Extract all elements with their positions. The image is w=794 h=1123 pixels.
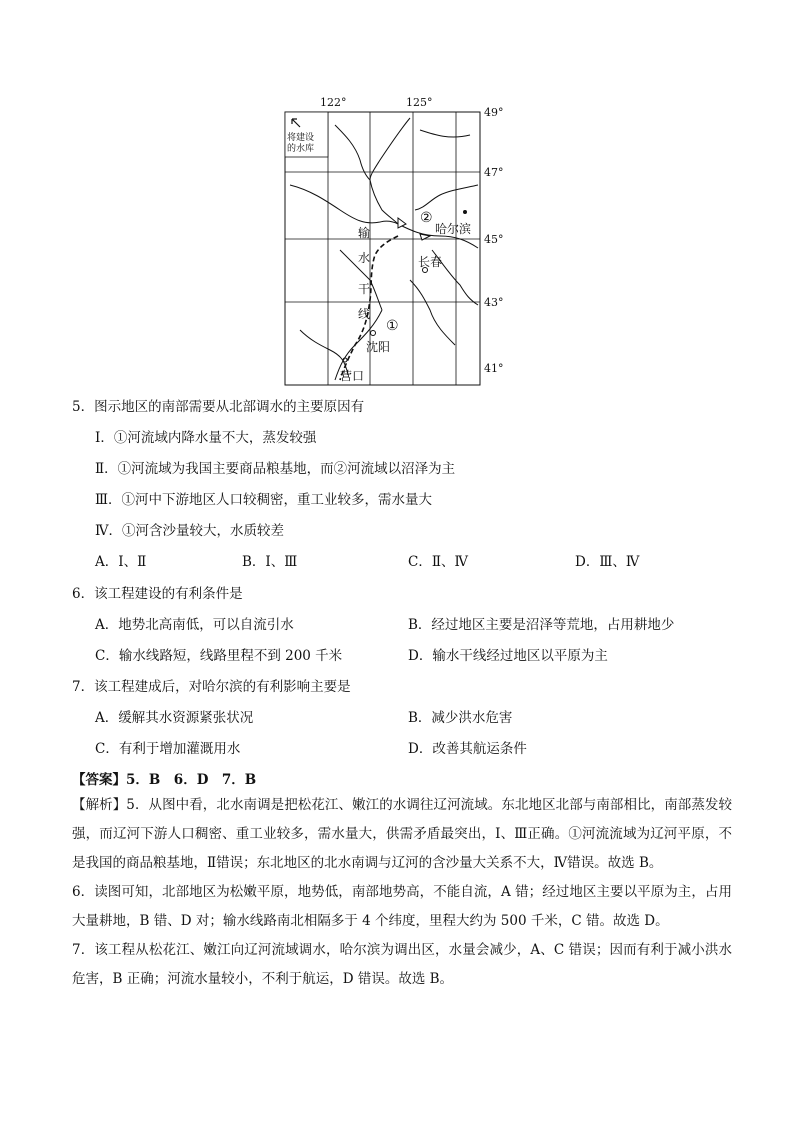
canal-char-3: 干 — [358, 282, 371, 296]
analysis-7: 7．该工程从松花江、嫩江向辽河流域调水，哈尔滨为调出区，水量会减少，A、C 错误；因而有利于减小洪水危害，B 正确；河流水量较小，不利于航运，D 错误。故选 B。 — [72, 942, 732, 987]
lat-label-43: 43° — [484, 296, 504, 309]
legend-line-2: 的水库 — [287, 144, 315, 154]
marker-1: ① — [386, 318, 399, 334]
place-harbin: 哈尔滨 — [435, 222, 472, 236]
place-shenyang: 沈阳 — [366, 340, 391, 354]
q7-option-d: D．改善其航运条件 — [408, 741, 527, 757]
q5-stem: 5．图示地区的南部需要从北部调水的主要原因有 — [72, 399, 365, 415]
lon-label-122: 122° — [320, 96, 347, 109]
lat-label-45: 45° — [484, 233, 504, 246]
canal-char-2: 水 — [358, 251, 371, 265]
map-figure — [270, 90, 530, 390]
q5-option-d: D．Ⅲ、Ⅳ — [575, 554, 640, 570]
q6-option-c: C．输水线路短，线路里程不到 200 千米 — [95, 648, 343, 664]
q5-item-4: Ⅳ．①河含沙量较大，水质较差 — [95, 523, 284, 539]
q7-stem: 7．该工程建成后，对哈尔滨的有利影响主要是 — [72, 679, 351, 695]
legend-line-1: 将建设 — [287, 133, 315, 143]
canal-char-1: 输 — [358, 226, 371, 240]
q5-option-a: A．Ⅰ、Ⅱ — [95, 554, 147, 570]
analysis-6: 6．读图可知，北部地区为松嫩平原，地势低，南部地势高，不能自流，A 错；经过地区主要以平原为主，占用大量耕地，B 错、D 对；输水线路南北相隔多于 4 个纬度，里程大约为 500 千米，C 错。故选 D。 — [72, 884, 732, 929]
reservoir-marker-north — [398, 218, 406, 228]
canal-char-4: 线 — [358, 307, 371, 321]
answer-line: 【答案】5．B 6．D 7．B — [72, 772, 257, 788]
q6-stem: 6．该工程建设的有利条件是 — [72, 586, 243, 602]
place-yingkou: 营口 — [340, 369, 365, 383]
map-svg — [270, 90, 530, 390]
q5-item-3: Ⅲ．①河中下游地区人口较稠密，重工业较多，需水量大 — [95, 492, 433, 508]
q5-item-2: Ⅱ．①河流域为我国主要商品粮基地，而②河流域以沼泽为主 — [95, 461, 456, 477]
place-changchun: 长春 — [418, 255, 443, 269]
q7-option-a: A．缓解其水资源紧张状况 — [95, 710, 254, 726]
lat-label-49: 49° — [484, 106, 504, 119]
lon-label-125: 125° — [406, 96, 433, 109]
q5-item-1: Ⅰ．①河流域内降水量不大，蒸发较强 — [95, 430, 317, 446]
marker-2: ② — [420, 210, 433, 226]
lat-label-41: 41° — [484, 362, 504, 375]
q6-option-a: A．地势北高南低，可以自流引水 — [95, 617, 294, 633]
q5-option-b: B．Ⅰ、Ⅲ — [242, 554, 298, 570]
harbin-dot — [463, 210, 467, 214]
q5-option-c: C．Ⅱ、Ⅳ — [408, 554, 468, 570]
lat-label-47: 47° — [484, 166, 504, 179]
q7-option-c: C．有利于增加灌溉用水 — [95, 741, 241, 757]
shenyang-dot — [371, 331, 376, 336]
analysis-5: 【解析】5．从图中看，北水南调是把松花江、嫩江的水调往辽河流域。东北地区北部与南部相比，南部蒸发较强，而辽河下游人口稠密、重工业较多，需水量大，供需矛盾最突出，Ⅰ、Ⅲ正确。①河流流域为辽河平原，不是我国的商品粮基地，Ⅱ错误；东北地区的北水南调与辽河的含沙量大关系不大，Ⅳ错误。故选 B。 — [72, 797, 732, 871]
q6-option-b: B．经过地区主要是沼泽等荒地，占用耕地少 — [408, 617, 675, 633]
q6-option-d: D．输水干线经过地区以平原为主 — [408, 648, 608, 664]
q7-option-b: B．减少洪水危害 — [408, 710, 513, 726]
